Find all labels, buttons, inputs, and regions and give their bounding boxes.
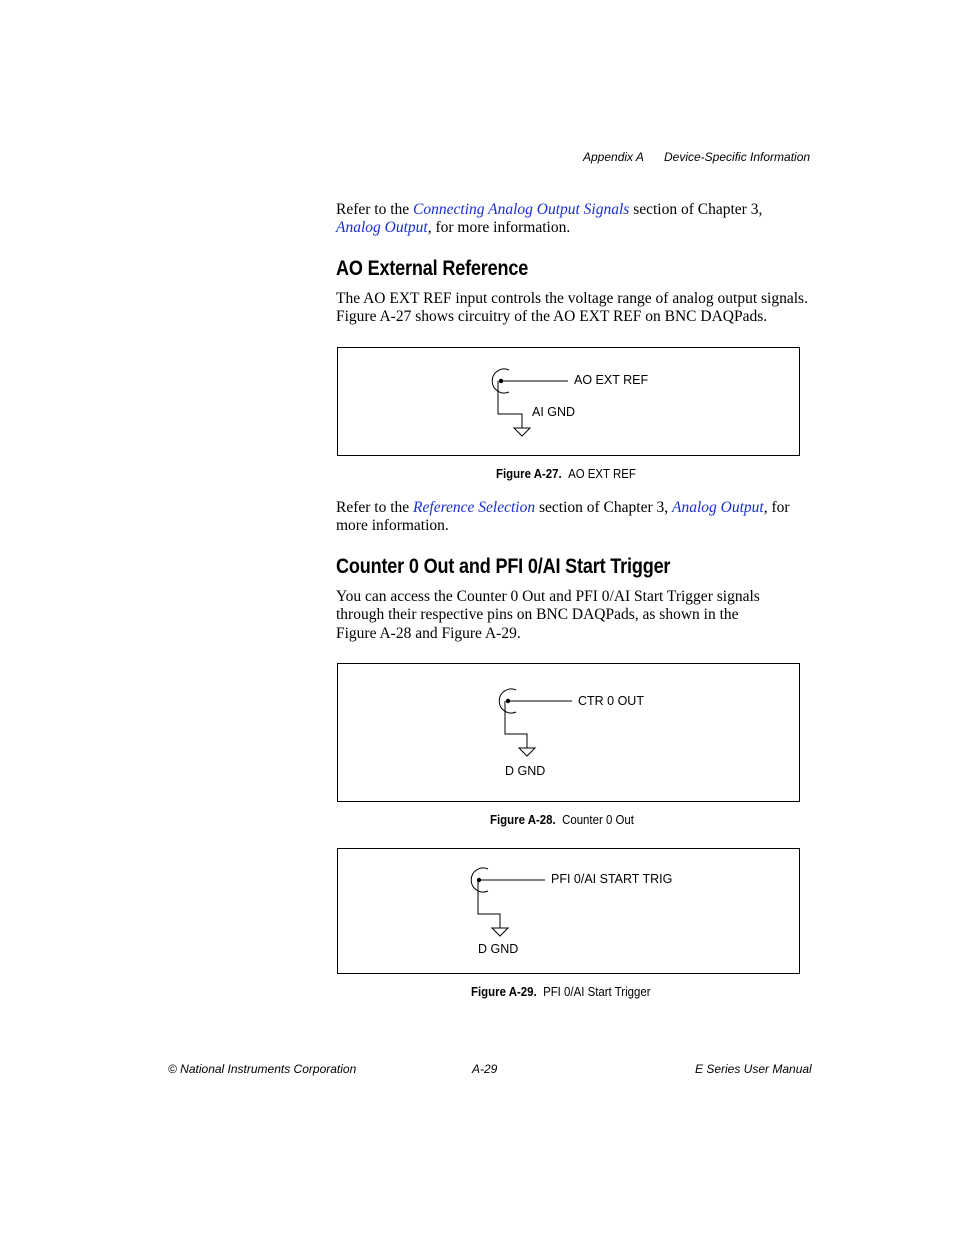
connector-diagram-a27 [338, 348, 801, 457]
para2-prefix: Refer to the [336, 499, 414, 516]
section1-line-1: The AO EXT REF input controls the voltage range of analog output signals. [336, 290, 808, 307]
figure-a28-number: Figure A-28. [490, 812, 556, 827]
para2-middle: section of Chapter 3, [535, 499, 672, 516]
intro-line-2 [336, 219, 570, 238]
connector-diagram-a28 [338, 664, 801, 803]
link-analog-output[interactable]: Analog Output [336, 219, 428, 236]
heading-counter-0-out: Counter 0 Out and PFI 0/AI Start Trigger [336, 555, 671, 578]
figure-a29-number: Figure A-29. [471, 984, 537, 999]
heading-ao-external-reference: AO External Reference [336, 257, 529, 280]
para2-line-1 [336, 499, 790, 518]
figure-a29-box [337, 848, 800, 974]
signal-label-pfi-0-ai-start-trig: PFI 0/AI START TRIG [551, 872, 673, 886]
link-connecting-analog-output-signals[interactable]: Connecting Analog Output Signals [413, 201, 630, 218]
section2-line-2: through their respective pins on BNC DAQPads, as shown in the [336, 606, 739, 623]
para2-line-2: more information. [336, 517, 449, 534]
intro-line-1 [336, 201, 762, 220]
figure-a28-title: Counter 0 Out [562, 812, 634, 827]
section2-line-1: You can access the Counter 0 Out and PFI 0/AI Start Trigger signals [336, 588, 760, 605]
figure-a27-number: Figure A-27. [496, 466, 562, 481]
figure-a29-title: PFI 0/AI Start Trigger [543, 984, 651, 999]
figure-a27-title: AO EXT REF [568, 466, 636, 481]
link-analog-output-2[interactable]: Analog Output [672, 499, 764, 516]
footer-copyright: © National Instruments Corporation [168, 1062, 357, 1076]
figure-a28-caption [490, 812, 634, 827]
intro-prefix: Refer to the [336, 201, 414, 218]
para2-suffix: , for [763, 499, 790, 516]
signal-label-ao-ext-ref: AO EXT REF [574, 373, 649, 387]
ground-label-ai-gnd: AI GND [532, 405, 576, 419]
ground-label-d-gnd: D GND [478, 942, 519, 956]
ground-label-d-gnd: D GND [505, 764, 546, 778]
figure-a29-caption [471, 984, 651, 999]
footer-page-number: A-29 [472, 1062, 498, 1076]
connector-diagram-a29 [338, 849, 801, 975]
intro-suffix: , for more information. [427, 219, 571, 236]
figure-a27-box [337, 347, 800, 456]
link-reference-selection[interactable]: Reference Selection [413, 499, 536, 516]
section2-line-3: Figure A-28 and Figure A-29. [336, 625, 521, 642]
intro-middle: section of Chapter 3, [629, 201, 763, 218]
figure-a28-box [337, 663, 800, 802]
header-section: Appendix A [583, 150, 644, 164]
signal-label-ctr-0-out: CTR 0 OUT [578, 694, 644, 708]
footer-manual-title: E Series User Manual [695, 1062, 812, 1076]
figure-a27-caption [496, 466, 636, 481]
header-title: Device-Specific Information [664, 150, 811, 164]
section1-line-2: Figure A-27 shows circuitry of the AO EXT REF on BNC DAQPads. [336, 308, 768, 325]
